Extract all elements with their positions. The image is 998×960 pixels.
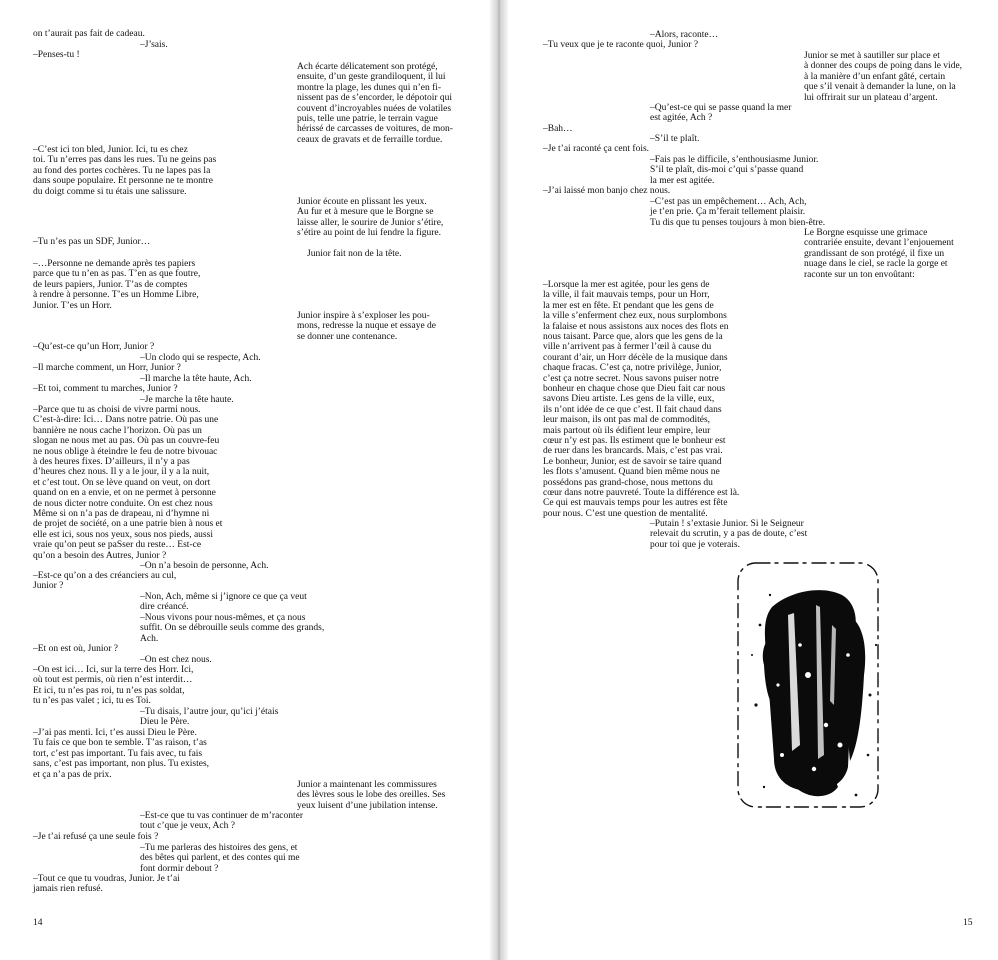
text-line: –Lorsque la mer est agitée, pour les gens de — [543, 280, 710, 290]
text-line: se donner une contenance. — [297, 331, 398, 342]
text-line: grandissant de son protégé, il fixe un — [804, 248, 945, 259]
text-line: Junior a maintenant les commissures — [297, 780, 437, 790]
text-line: Le bonheur, Junior, est de savoir se taire quand — [543, 456, 722, 467]
text-line: –Je t’ai refusé ça une seule fois ? — [33, 832, 159, 842]
text-line: est agitée, Ach ? — [650, 113, 713, 124]
text-line: quand on en a envie, et on ne permet à personne — [33, 488, 216, 499]
text-line: à la manière d’un enfant gâté, certain — [804, 71, 946, 82]
text-line: de projet de société, on a une patrie bien à nous et — [33, 519, 223, 530]
text-line: chaque fracas. C’est ça, notre privilège, Junior, — [543, 363, 722, 374]
text-line: cœur n’y est pas. Ils estiment que le bonheur est — [543, 436, 726, 446]
text-line: la ville s’enferment chez eux, nous surplombons — [543, 311, 727, 322]
text-line: Au fur et à mesure que le Borgne se — [297, 207, 434, 218]
text-line: Même si on n’a pas de drapeau, ni d’hymne ni — [33, 509, 210, 519]
text-line: Ce qui est mauvais temps pour les autres est fête — [543, 498, 728, 509]
right-page — [508, 0, 998, 960]
text-line: Junior. T’es un Horr. — [33, 300, 112, 311]
text-line: –Tu me parleras des histoires des gens, et — [140, 843, 298, 853]
text-line: Junior fait non de la tête. — [307, 249, 402, 259]
text-line: parce que tu n’en as pas. T’en as que foutre, — [33, 269, 201, 280]
text-line: tout c’que je veux, Ach ? — [140, 821, 235, 832]
text-line: ensuite, d’un geste grandiloquent, il lui — [297, 72, 446, 83]
text-line: –Alors, raconte… — [650, 30, 719, 40]
text-line: –Bah… — [543, 124, 573, 134]
text-line: cœur dans notre pauvreté. Toute la différence est là. — [543, 488, 740, 498]
text-line: dans soupe populaire. Et personne ne te montre — [33, 176, 213, 187]
text-line: des lèvres sous le lobe des oreilles. Ses — [297, 790, 446, 801]
text-line: Junior se met à sautiller sur place et — [804, 51, 940, 61]
text-line: montre la plage, les dunes qui n’en fi- — [297, 82, 442, 93]
text-line: –On n’a besoin de personne, Ach. — [140, 561, 269, 571]
text-line: –Un clodo qui se respecte, Ach. — [140, 353, 261, 363]
text-line: –Il marche comment, un Horr, Junior ? — [33, 363, 181, 373]
text-line: les flots s’amusent. Quand bien même nous ne — [543, 467, 720, 478]
left-page — [0, 0, 490, 960]
text-line: possédons pas grand-chose, nous mettons du — [543, 477, 713, 488]
text-line: Ach. — [140, 633, 159, 644]
text-line: –Et on est où, Junior ? — [33, 644, 118, 654]
text-line: –S’il te plaît. — [650, 134, 700, 144]
text-line: qu’on a besoin des Autres, Junior ? — [33, 550, 167, 561]
text-line: Ach écarte délicatement son protégé, — [297, 62, 438, 72]
text-line: –C’est ici ton bled, Junior. Ici, tu es chez — [33, 145, 188, 155]
text-line: –Tu veux que je te raconte quoi, Junior ? — [543, 40, 699, 50]
text-line: nous taisant. Parce que, alors que les gens de la — [543, 332, 723, 342]
text-line: à rendre à personne. T’es un Homme Libre, — [33, 290, 199, 301]
sprayed-phone-illustration — [730, 555, 890, 815]
text-line: laisse aller, le sourire de Junior s’étire, — [297, 217, 444, 228]
text-line: s’étire au point de lui fendre la figure. — [297, 228, 442, 239]
text-line: –Nous vivons pour nous-mêmes, et ça nous — [140, 612, 306, 623]
text-line: bonheur en chaque chose que Dieu fait car nous — [543, 384, 726, 394]
text-line: elle est ici, sous nos yeux, sous nos pieds, aussi — [33, 529, 213, 540]
text-line: puis, telle une patrie, le terrain vague — [297, 114, 438, 124]
text-line: suffit. On se débrouille seuls comme des grands, — [140, 623, 325, 634]
text-line: que s’il venait à demander la lune, on la — [804, 82, 956, 93]
text-line: d’heures chez nous. Il y a le jour, il y a la nuit, — [33, 467, 210, 478]
text-line: la mer est agitée. — [650, 175, 715, 186]
text-line: –Fais pas le difficile, s’enthousiasme Junior. — [650, 155, 819, 165]
text-line: nissent pas de s’encorder, le dépotoir qui — [297, 93, 453, 104]
text-line: mais partout où ils édifient leur empire, leur — [543, 425, 711, 436]
text-line: –Non, Ach, même si j’ignore ce que ça veut — [140, 592, 307, 602]
text-line: c’est ça notre secret. Nous savons puiser notre — [543, 373, 719, 384]
text-line: Junior ? — [33, 581, 64, 592]
text-line: –J’ai laissé mon banjo chez nous. — [543, 186, 671, 196]
text-line: et ça n’a pas de prix. — [33, 769, 112, 780]
text-line: –Je marche la tête haute. — [140, 395, 234, 405]
page-number-right: 15 — [963, 918, 973, 928]
text-line: tort, c’est pas important. Tu fais avec, tu fais — [33, 748, 203, 759]
text-line: pour toi que je voterais. — [650, 539, 740, 550]
text-line: sans, c’est pas important, non plus. Tu existes, — [33, 759, 210, 770]
text-line: slogan ne nous met au pas. Où pas un couvre-feu — [33, 436, 220, 447]
text-line: dire créancé. — [140, 602, 189, 613]
text-line: –C’est pas un empêchement… Ach, Ach, — [650, 197, 807, 207]
text-line: –On est chez nous. — [140, 655, 212, 665]
book-gutter — [490, 0, 508, 960]
text-line: je t’en prie. Ça m’ferait tellement plaisir. — [650, 207, 806, 218]
text-line: –Penses-tu ! — [33, 50, 80, 60]
text-line: la ville, il fait mauvais temps, pour un Horr, — [543, 290, 710, 301]
text-line: Et ici, tu n’es pas roi, tu n’es pas soldat, — [33, 685, 185, 696]
text-line: –Tu n’es pas un SDF, Junior… — [33, 237, 151, 247]
text-line: Tu dis que tu penses toujours à mon bien-être. — [650, 217, 826, 228]
text-line: de leurs papiers, Junior. T’as de comptes — [33, 279, 188, 290]
text-line: leur maison, ils ont pas mal de commodités, — [543, 415, 711, 426]
text-line: on t’aurait pas fait de cadeau. — [33, 29, 145, 39]
text-line: ne nous oblige à éteindre le feu de notre bivouac — [33, 446, 218, 457]
text-line: la mer est en fête. Et pendant que les gens de — [543, 300, 714, 311]
text-line: –Et toi, comment tu marches, Junior ? — [33, 384, 178, 394]
page-number-left: 14 — [33, 918, 43, 928]
text-line: jamais rien refusé. — [33, 884, 103, 895]
text-line: au fond des portes cochères. Tu ne lapes pas la — [33, 165, 211, 176]
text-line: la falaise et nous assistons aux noces des flots en — [543, 321, 729, 332]
text-line: –Tout ce que tu voudras, Junior. Je t’ai — [33, 874, 180, 884]
text-line: Tu fais ce que bon te semble. T’as raison, t’as — [33, 738, 207, 749]
text-line: –Est-ce que tu vas continuer de m’raconter — [140, 811, 304, 821]
text-line: –Qu’est-ce qu’un Horr, Junior ? — [33, 342, 155, 352]
text-line: mons, redresse la nuque et essaye de — [297, 321, 437, 332]
text-line: –…Personne ne demande après tes papiers — [33, 259, 196, 269]
text-line: vraie qu’on peut se paSser du reste… Est-ce — [33, 540, 202, 551]
text-line: de ruer dans les brancards. Mais, c’est pas vrai. — [543, 446, 723, 457]
text-line: ceaux de gravats et de ferraille tordue. — [297, 134, 443, 145]
text-line: –On est ici… Ici, sur la terre des Horr. Ici, — [33, 665, 194, 675]
text-line: à donner des coups de poing dans le vide, — [804, 61, 963, 72]
text-line: où tout est permis, où rien n’est interdit… — [33, 675, 193, 686]
text-line: ville n’arrivent pas à fermer l’œil à cause du — [543, 342, 712, 353]
text-line: Le Borgne esquisse une grimace — [804, 228, 928, 238]
text-line: savons Dieu artiste. Les gens de la ville, eux, — [543, 394, 715, 405]
text-line: et c’est tout. On se lève quand on veut, on dort — [33, 477, 211, 488]
text-line: S’il te plaît, dis-moi c’qui s’passe quand — [650, 165, 804, 176]
text-line: nuage dans le ciel, se racle la gorge et — [804, 259, 948, 270]
text-line: –Putain ! s’extasie Junior. Si le Seigneur — [650, 519, 804, 529]
text-line: –J’ai pas menti. Ici, t’es aussi Dieu le Père. — [33, 728, 197, 738]
text-line: tu n’es pas valet ; ici, tu es Toi. — [33, 696, 151, 707]
paint-strokes — [763, 590, 865, 796]
text-line: –Parce que tu as choisi de vivre parmi nous. — [33, 405, 201, 415]
text-line: –Est-ce qu’on a des créanciers au cul, — [33, 571, 177, 581]
text-line: ils n’ont idée de ce que c’est. Il fait chaud dans — [543, 404, 722, 415]
text-line: –Je t’ai raconté ça cent fois. — [543, 144, 650, 154]
text-line: C’est-à-dire: Ici… Dans notre patrie. Où pas une — [33, 415, 219, 426]
text-line: –J’sais. — [140, 40, 168, 50]
text-line: relevait du scrutin, y a pas de doute, c’est — [650, 529, 808, 540]
text-line: –Qu’est-ce qui se passe quand la mer — [650, 103, 792, 113]
text-line: Dieu le Père. — [140, 717, 190, 728]
text-line: raconte sur un ton envoûtant: — [804, 269, 915, 280]
text-line: pour nous. C’est une question de mentalité. — [543, 508, 708, 519]
text-line: de nous dicter notre conduite. On est chez nous — [33, 498, 213, 509]
text-line: –Tu disais, l’autre jour, qu’ici j’étais — [140, 707, 279, 717]
text-line: à des heures fixes. D’ailleurs, il n’y a pas — [33, 457, 190, 467]
text-line: contrariée ensuite, devant l’enjouement — [804, 238, 954, 249]
text-line: –Il marche la tête haute, Ach. — [140, 374, 252, 384]
text-line: des bêtes qui parlent, et des contes qui me — [140, 853, 300, 864]
text-line: toi. Tu n’erres pas dans les rues. Tu ne geins pas — [33, 155, 217, 166]
text-line: lui offrirait sur un plateau d’argent. — [804, 92, 938, 103]
text-line: du doigt comme si tu étais une salissure. — [33, 186, 187, 197]
text-line: Junior inspire à s’exploser les pou- — [297, 311, 430, 321]
text-line: courant d’air, un Horr décèle de la musique dans — [543, 352, 728, 363]
text-line: bannière ne nous cache l’horizon. Où pas un — [33, 425, 202, 436]
text-line: hérissé de carcasses de voitures, de mon- — [297, 124, 453, 135]
text-line: yeux luisent d’une jubilation intense. — [297, 800, 438, 811]
text-line: font dormir debout ? — [140, 863, 219, 874]
text-line: Junior écoute en plissant les yeux. — [297, 197, 427, 207]
text-line: couvent d’incroyables nuées de volatiles — [297, 103, 452, 114]
